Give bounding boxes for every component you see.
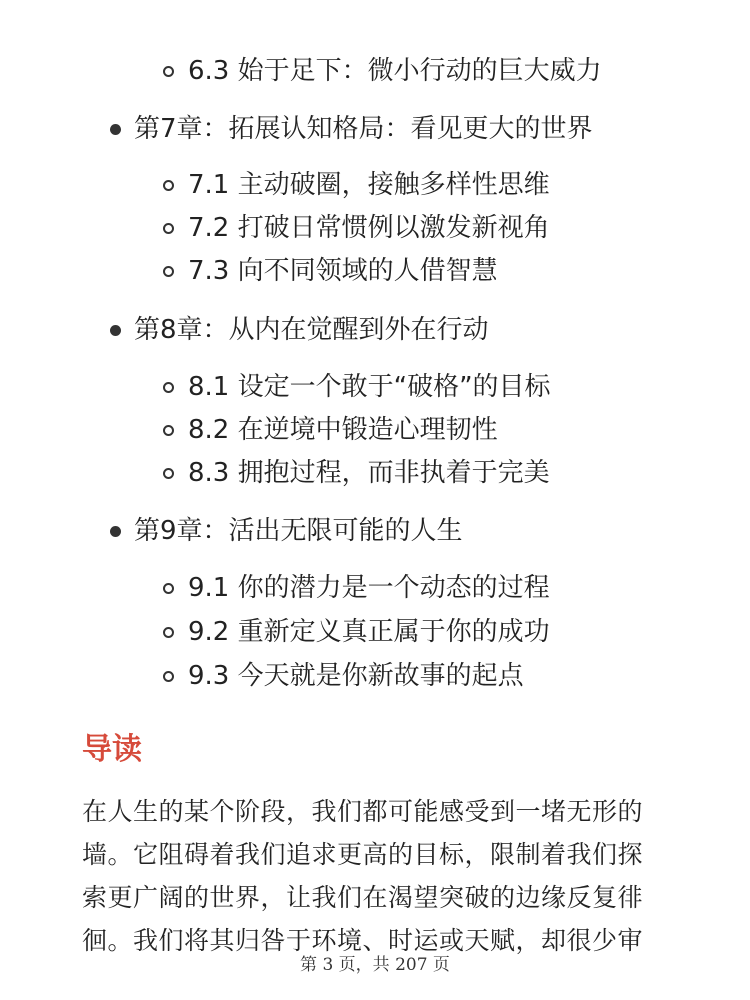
hollow-bullet-icon [163,382,174,393]
toc-chapter-9[interactable]: 第9章：活出无限可能的人生 [134,516,463,546]
toc-section-7-1[interactable]: 7.1 主动破圈，接触多样性思维 [188,170,550,200]
page-number-footer: 第 3 页，共 207 页 [300,955,450,975]
hollow-bullet-icon [163,468,174,479]
paragraph-line: 墙。它阻碍着我们追求更高的目标，限制着我们探 [82,840,644,869]
toc-section-8-3[interactable]: 8.3 拥抱过程，而非执着于完美 [188,458,550,488]
paragraph-line: 徊。我们将其归咎于环境、时运或天赋，却很少审 [82,926,644,955]
hollow-bullet-icon [163,180,174,191]
toc-chapter-7[interactable]: 第7章：拓展认知格局：看见更大的世界 [134,114,593,144]
intro-heading: 导读 [82,732,142,767]
paragraph-line: 在人生的某个阶段，我们都可能感受到一堵无形的 [82,797,644,826]
filled-bullet-icon [110,325,121,336]
hollow-bullet-icon [163,266,174,277]
intro-paragraph [82,790,672,962]
toc-section-9-3[interactable]: 9.3 今天就是你新故事的起点 [188,661,524,691]
toc-section-9-1[interactable]: 9.1 你的潜力是一个动态的过程 [188,573,550,603]
hollow-bullet-icon [163,66,174,77]
toc-section-7-3[interactable]: 7.3 向不同领域的人借智慧 [188,256,498,286]
toc-section-7-2[interactable]: 7.2 打破日常惯例以激发新视角 [188,213,550,243]
hollow-bullet-icon [163,425,174,436]
paragraph-line: 索更广阔的世界，让我们在渴望突破的边缘反复徘 [82,883,644,912]
toc-section-9-2[interactable]: 9.2 重新定义真正属于你的成功 [188,617,550,647]
toc-section-8-2[interactable]: 8.2 在逆境中锻造心理韧性 [188,415,498,445]
filled-bullet-icon [110,124,121,135]
filled-bullet-icon [110,526,121,537]
toc-section-6-3[interactable]: 6.3 始于足下：微小行动的巨大威力 [188,56,602,86]
toc-section-8-1[interactable]: 8.1 设定一个敢于“破格”的目标 [188,372,551,402]
hollow-bullet-icon [163,583,174,594]
toc-chapter-8[interactable]: 第8章：从内在觉醒到外在行动 [134,315,489,345]
hollow-bullet-icon [163,627,174,638]
hollow-bullet-icon [163,671,174,682]
hollow-bullet-icon [163,223,174,234]
